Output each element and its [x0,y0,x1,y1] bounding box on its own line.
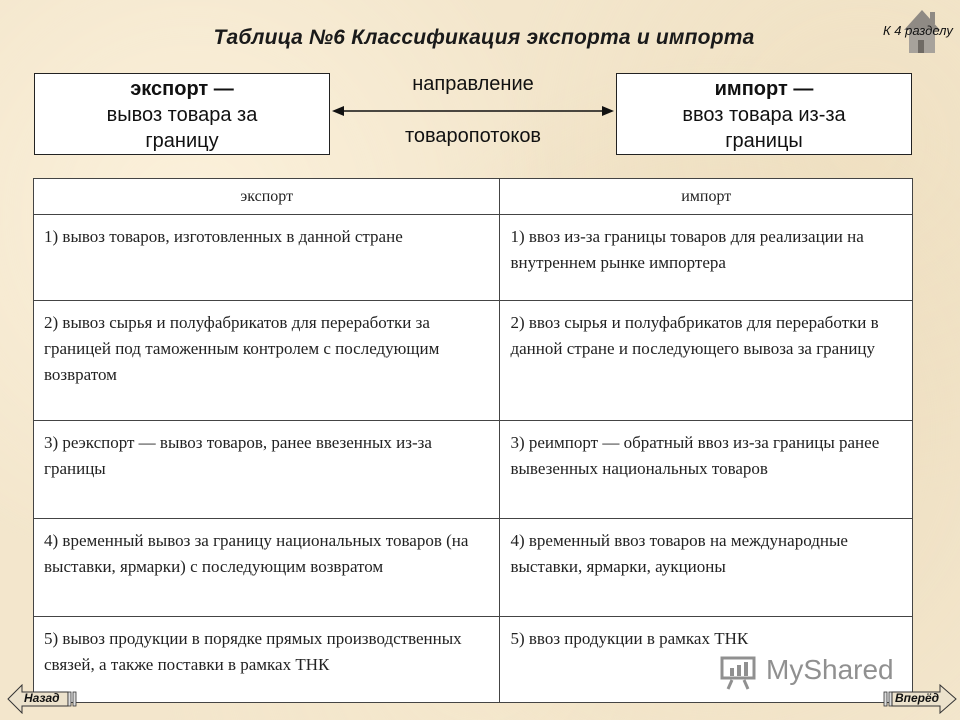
header-export: экспорт [34,179,500,215]
export-term: экспорт — [130,78,234,100]
export-cell: 1) вывоз товаров, изготовленных в данной стране [34,215,500,301]
export-cell: 3) реэкспорт — вывоз товаров, ранее ввезенных из-за границы [34,421,500,519]
import-definition-line1: ввоз товара из-за [682,104,846,126]
flow-label-bottom: товаропотоков [404,125,542,147]
table-row [34,519,913,617]
export-definition-line1: вывоз товара за [106,104,258,126]
import-definition-box [616,73,912,155]
flow-label-top: направление [412,73,534,95]
forward-label: Вперёд [895,691,940,705]
import-cell: 3) реимпорт — обратный ввоз из-за границы ранее вывезенных национальных товаров [500,421,913,519]
presentation-board-icon [718,656,758,690]
back-label: Назад [24,691,60,705]
import-definition-line2: границы [725,130,803,152]
export-cell: 2) вывоз сырья и полуфабрикатов для переработки за границей под таможенным контролем с последующим возвратом [34,301,500,421]
home-link-label: К 4 разделу [883,23,953,38]
watermark-text: MyShared [766,654,894,685]
export-cell: 4) временный вывоз за границу национальных товаров (на выставки, ярмарки) с последующим возвратом [34,519,500,617]
table-row [34,301,913,421]
export-definition-box [34,73,330,155]
table-header-row [34,179,913,215]
slide-title: Таблица №6 Классификация экспорта и импорта [213,26,755,49]
back-button[interactable] [6,684,78,714]
import-cell: 1) ввоз из-за границы товаров для реализации на внутреннем рынке импортера [500,215,913,301]
import-cell: 5) ввоз продукции в рамках ТНК [500,617,913,703]
import-term: импорт — [714,78,814,100]
export-cell: 5) вывоз продукции в порядке прямых производственных связей, а также поставки в рамках ТНК [34,617,500,703]
import-cell: 4) временный ввоз товаров на международные выставки, ярмарки, аукционы [500,519,913,617]
classification-table [33,178,913,703]
table-row [34,421,913,519]
double-arrow-icon [330,104,616,118]
home-section-link[interactable] [880,6,960,54]
import-cell: 2) ввоз сырья и полуфабрикатов для переработки в данной стране и последующего вывоза за границу [500,301,913,421]
table-row [34,215,913,301]
watermark [766,654,894,686]
forward-button[interactable] [882,684,958,714]
header-import: импорт [500,179,913,215]
export-definition-line2: границу [145,130,219,152]
